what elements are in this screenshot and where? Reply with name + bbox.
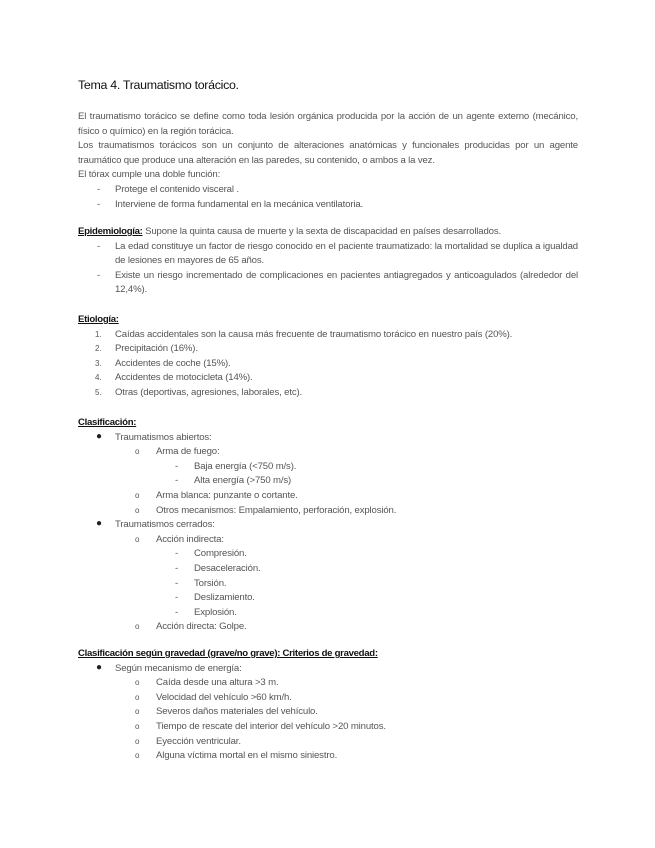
list-item: - Protege el contenido visceral . bbox=[78, 183, 578, 198]
number-marker: 2. bbox=[95, 344, 102, 354]
circle-marker: o bbox=[135, 736, 140, 746]
circle-marker: o bbox=[135, 721, 140, 731]
list-item: 4. Accidentes de motocicleta (14%). bbox=[78, 371, 578, 386]
section-heading: Clasificación: bbox=[78, 417, 137, 428]
section-heading: Clasificación según gravedad (grave/no grave): Criterios de gravedad: bbox=[78, 648, 378, 659]
number-marker: 3. bbox=[95, 358, 102, 368]
list-item: - La edad constituye un factor de riesgo conocido en el paciente traumatizado: la mortalidad se duplica a igualdad de lesiones en mayores de 65 años. bbox=[97, 240, 578, 267]
dash-marker: - bbox=[175, 460, 179, 472]
list-item: o Otros mecanismos: Empalamiento, perforación, explosión. bbox=[78, 504, 578, 519]
section-heading: Epidemiología: bbox=[78, 226, 143, 237]
list-item: o Alguna víctima mortal en el mismo siniestro. bbox=[78, 749, 578, 764]
list-item: - Desaceleración. bbox=[78, 562, 578, 577]
list-item: 3. Accidentes de coche (15%). bbox=[78, 357, 578, 372]
bullet-marker: ● bbox=[96, 430, 102, 442]
circle-marker: o bbox=[135, 447, 140, 457]
number-marker: 4. bbox=[95, 373, 102, 383]
epidemiologia-list bbox=[78, 240, 578, 298]
etiologia-section bbox=[78, 313, 578, 401]
list-item: o Acción directa: Golpe. bbox=[78, 620, 578, 635]
number-marker: 1. bbox=[95, 329, 102, 339]
intro-paragraph: El traumatismo torácico se define como toda lesión orgánica producida por la acción de un agente externo (mecánico, físico o químico) en la región torácica. bbox=[78, 111, 578, 137]
list-item: 1. Caídas accidentales son la causa más frecuente de traumatismo torácico en nuestro país (20%). bbox=[78, 328, 578, 343]
dash-marker: - bbox=[97, 183, 101, 195]
circle-marker: o bbox=[135, 622, 140, 632]
dash-marker: - bbox=[97, 198, 101, 210]
circle-marker: o bbox=[135, 490, 140, 500]
circle-marker: o bbox=[135, 751, 140, 761]
list-item: - Torsión. bbox=[78, 577, 578, 592]
dash-marker: - bbox=[97, 269, 101, 281]
list-item: 5. Otras (deportivas, agresiones, laborales, etc). bbox=[78, 386, 578, 401]
intro-paragraph: El tórax cumple una doble función: bbox=[78, 169, 221, 181]
intro-paragraph: Los traumatismos torácicos son un conjunto de alteraciones anatómicas y funcionales producidas por un agente traumático que produce una alteración en las paredes, su contenido, o ambos a la vez. bbox=[78, 140, 578, 166]
list-item: o Eyección ventricular. bbox=[78, 735, 578, 750]
functions-list bbox=[78, 183, 578, 212]
list-item: - Alta energía (>750 m/s) bbox=[78, 474, 578, 489]
circle-marker: o bbox=[135, 678, 140, 688]
list-item: - Deslizamiento. bbox=[78, 591, 578, 606]
list-item: o Acción indirecta: bbox=[78, 533, 578, 548]
list-item: o Tiempo de rescate del interior del vehículo >20 minutos. bbox=[78, 720, 578, 735]
intro-section bbox=[78, 110, 578, 212]
dash-marker: - bbox=[175, 606, 179, 618]
dash-marker: - bbox=[175, 562, 179, 574]
gravedad-section bbox=[78, 647, 578, 764]
circle-marker: o bbox=[135, 505, 140, 515]
circle-marker: o bbox=[135, 707, 140, 717]
list-item: ● Traumatismos abiertos: bbox=[96, 430, 212, 443]
list-item: - Compresión. bbox=[78, 547, 578, 562]
list-item: - Baja energía (<750 m/s). bbox=[78, 460, 578, 475]
epidemiologia-section bbox=[78, 225, 578, 298]
list-item: ● Traumatismos cerrados: bbox=[96, 518, 215, 531]
document-title: Tema 4. Traumatismo torácico. bbox=[78, 78, 239, 92]
list-item: - Existe un riesgo incrementado de complicaciones en pacientes antiagregados y anticoagulados (alrededor del 12,4%). bbox=[97, 269, 578, 296]
dash-marker: - bbox=[175, 592, 179, 604]
circle-marker: o bbox=[135, 534, 140, 544]
dash-marker: - bbox=[175, 475, 179, 487]
list-item: o Arma blanca: punzante o cortante. bbox=[78, 489, 578, 504]
list-item: o Velocidad del vehículo >60 km/h. bbox=[78, 691, 578, 706]
bullet-marker: ● bbox=[96, 661, 102, 673]
section-heading: Etiología: bbox=[78, 314, 119, 325]
list-item: ● Según mecanismo de energía: bbox=[96, 661, 242, 674]
circle-marker: o bbox=[135, 692, 140, 702]
list-item: - Interviene de forma fundamental en la mecánica ventilatoria. bbox=[78, 198, 578, 213]
dash-marker: - bbox=[175, 548, 179, 560]
list-item: o Arma de fuego: bbox=[78, 445, 578, 460]
dash-marker: - bbox=[97, 240, 101, 252]
etiologia-list bbox=[78, 328, 578, 401]
number-marker: 5. bbox=[95, 387, 102, 397]
list-item: o Caída desde una altura >3 m. bbox=[78, 676, 578, 691]
dash-marker: - bbox=[175, 577, 179, 589]
clasificacion-section bbox=[78, 416, 578, 635]
bullet-marker: ● bbox=[96, 518, 102, 530]
epidemiologia-text: Supone la quinta causa de muerte y la sexta de discapacidad en países desarrollados. bbox=[142, 226, 502, 237]
list-item: - Explosión. bbox=[78, 606, 578, 621]
list-item: 2. Precipitación (16%). bbox=[78, 342, 578, 357]
list-item: o Severos daños materiales del vehículo. bbox=[78, 705, 578, 720]
